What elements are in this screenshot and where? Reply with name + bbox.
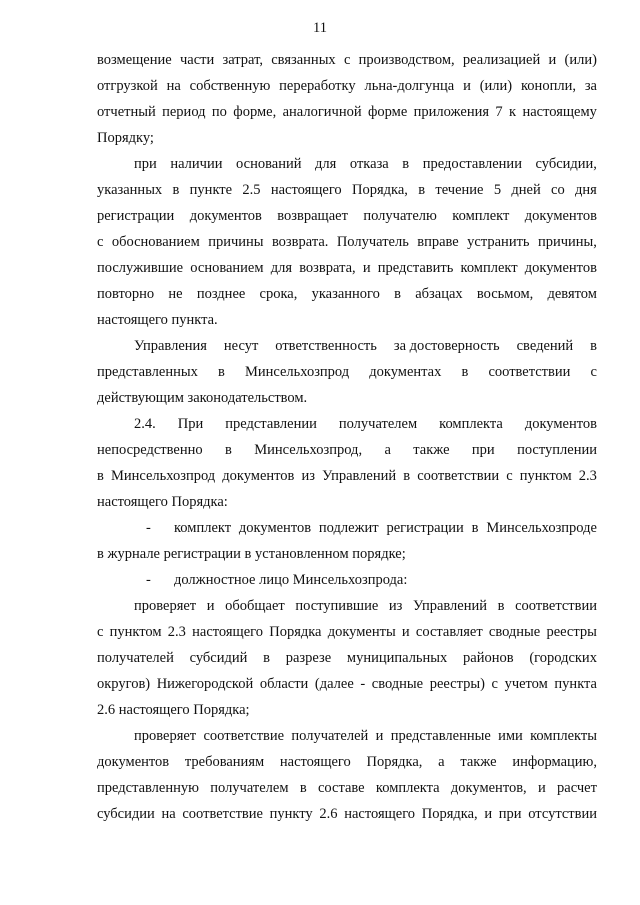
word: (или): [479, 78, 513, 94]
word: Получатель: [336, 234, 409, 250]
word: районов: [463, 650, 514, 666]
word: сводные: [371, 676, 424, 692]
word: и: [548, 52, 557, 68]
word: субсидии,: [535, 156, 597, 172]
word: 2.4.: [134, 416, 156, 432]
word: в: [394, 286, 401, 302]
word: форме,: [233, 104, 277, 120]
paragraph: [97, 47, 597, 151]
word: возмещение: [97, 52, 172, 68]
word: и: [537, 780, 546, 796]
word: учетом: [504, 676, 548, 692]
word: 2.3: [167, 624, 186, 640]
word: а: [384, 442, 391, 458]
word: указанного: [311, 286, 380, 302]
word: комплект: [460, 260, 518, 276]
paragraph: [97, 567, 597, 593]
word: пункту: [269, 806, 313, 822]
word: форме: [367, 104, 408, 120]
word: позднее: [196, 286, 246, 302]
text-line: [97, 359, 597, 385]
word: для: [270, 260, 293, 276]
word: со: [551, 182, 565, 198]
word: на: [166, 78, 181, 94]
word: настоящего: [344, 806, 416, 822]
word: к: [509, 104, 517, 120]
word: Порядка,: [352, 182, 408, 198]
word: восьмом,: [476, 286, 534, 302]
word: разрезе: [285, 650, 332, 666]
word: также: [413, 442, 450, 458]
word: отказа: [349, 156, 389, 172]
word: собственную: [189, 78, 271, 94]
word: в: [402, 156, 410, 172]
word: представленных: [97, 364, 198, 380]
text-line: [97, 723, 597, 749]
bullet-text: должностное лицо Минсельхозпрода:: [174, 572, 408, 588]
word: льна-долгунца: [364, 78, 455, 94]
word: получателем: [210, 780, 289, 796]
word: субсидии: [97, 806, 155, 822]
word: в: [299, 780, 307, 796]
text-line: [97, 593, 597, 619]
text-line: [97, 99, 597, 125]
word: информацию,: [512, 754, 597, 770]
text-line: [97, 73, 597, 99]
word: обобщает: [225, 598, 285, 614]
word: расчет: [557, 780, 597, 796]
word: составе: [317, 780, 365, 796]
word: в: [418, 182, 426, 198]
word: представлении: [225, 416, 317, 432]
word: за: [584, 78, 597, 94]
word: период: [162, 104, 206, 120]
text-line: 2.6 настоящего Порядка;: [97, 702, 250, 718]
word: при: [498, 806, 522, 822]
word: наличии: [170, 156, 223, 172]
word: срока,: [259, 286, 298, 302]
word: Порядка,: [421, 806, 478, 822]
text-line: [97, 671, 597, 697]
word: 7: [495, 104, 503, 120]
text-line: [97, 203, 597, 229]
word: поступлении: [517, 442, 597, 458]
word: документов,: [450, 780, 527, 796]
word: реестры): [429, 676, 485, 692]
word: Минсельхозпрод,: [254, 442, 363, 458]
word: и: [401, 624, 410, 640]
word: Минсельхозпрод: [244, 364, 350, 380]
word: документы: [327, 624, 396, 640]
word: 2.3: [578, 468, 597, 484]
word: требованиям: [184, 754, 265, 770]
word: с: [590, 364, 597, 380]
word: ответственность: [275, 338, 377, 354]
word: подлежит: [318, 520, 379, 536]
word: и: [463, 78, 471, 94]
text-line: [97, 801, 597, 827]
word: соответствие: [182, 806, 263, 822]
word: для: [315, 156, 337, 172]
word: в: [217, 364, 225, 380]
word: пунктом: [109, 624, 162, 640]
word: соответствие: [203, 728, 285, 744]
text-line: действующим законодательством.: [97, 390, 308, 406]
word: настоящего: [192, 624, 263, 640]
word: в: [97, 468, 104, 484]
word: составляет: [415, 624, 483, 640]
word: возврата,: [299, 260, 356, 276]
document-body: [97, 47, 597, 827]
word: области: [259, 676, 309, 692]
word: Минсельхозпроде: [486, 520, 597, 536]
word: отсутствии: [528, 806, 597, 822]
word: Управления: [134, 338, 207, 354]
word: проверяет: [134, 728, 197, 744]
word: 2.5: [242, 182, 261, 198]
word: вправе: [417, 234, 459, 250]
word: документов: [222, 468, 295, 484]
word: получателей: [291, 728, 369, 744]
word: пункта: [554, 676, 597, 692]
word: 5: [493, 182, 502, 198]
bullet-line: [97, 515, 597, 541]
word: в: [461, 364, 469, 380]
word: документов: [97, 754, 170, 770]
word: с: [97, 624, 104, 640]
word: причины,: [537, 234, 597, 250]
word: в: [471, 520, 479, 536]
word: ими: [498, 728, 523, 744]
word: соответствии: [515, 598, 597, 614]
word: в: [225, 442, 232, 458]
bullet-line: [97, 567, 597, 593]
word: в: [172, 182, 180, 198]
text-line: [97, 749, 597, 775]
word: основанием: [190, 260, 264, 276]
word: указанных: [97, 182, 163, 198]
paragraph: [97, 723, 597, 827]
text-line: [97, 775, 597, 801]
word: за достоверность: [393, 338, 500, 354]
text-line: [97, 47, 597, 73]
word: в: [263, 650, 270, 666]
word: (далее: [314, 676, 354, 692]
word: документов: [524, 208, 597, 224]
word: регистрации: [386, 520, 464, 536]
text-line: в журнале регистрации в установленном порядке;: [97, 546, 406, 562]
word: и: [375, 728, 384, 744]
word: документах: [369, 364, 442, 380]
word: абзацах: [415, 286, 463, 302]
word: затрат,: [222, 52, 263, 68]
word: повторно: [97, 286, 155, 302]
bullet-dash: -: [146, 520, 151, 536]
word: несут: [223, 338, 259, 354]
bullet-text: [174, 515, 597, 541]
text-line: настоящего Порядка:: [97, 494, 228, 510]
word: поступившие: [295, 598, 379, 614]
word: соответствии: [488, 364, 571, 380]
paragraph: [97, 515, 597, 567]
word: представленные: [390, 728, 491, 744]
word: конопли,: [521, 78, 576, 94]
word: округов): [97, 676, 151, 692]
word: в: [497, 598, 505, 614]
text-line: [97, 333, 597, 359]
word: комплект: [452, 208, 510, 224]
paragraph: [97, 593, 597, 723]
paragraph: [97, 151, 597, 333]
word: возврата.: [271, 234, 329, 250]
word: -: [360, 676, 366, 692]
word: Минсельхозпрод: [110, 468, 216, 484]
word: в: [403, 468, 411, 484]
word: отчетный: [97, 104, 156, 120]
word: возвращает: [277, 208, 348, 224]
word: представить: [377, 260, 454, 276]
word: субсидий: [189, 650, 248, 666]
word: также: [460, 754, 497, 770]
word: причины: [208, 234, 264, 250]
word: и: [484, 806, 493, 822]
text-line: [97, 151, 597, 177]
word: представленную: [97, 780, 199, 796]
word: получателем: [338, 416, 418, 432]
word: Управлений: [412, 598, 488, 614]
word: 2.6: [319, 806, 338, 822]
word: проверяет: [134, 598, 197, 614]
word: получателю: [363, 208, 437, 224]
text-line: [97, 437, 597, 463]
word: дня: [575, 182, 597, 198]
bullet-dash: -: [146, 572, 151, 588]
word: сводные: [488, 624, 541, 640]
word: части: [179, 52, 215, 68]
word: в: [590, 338, 597, 354]
word: комплекта: [375, 780, 440, 796]
word: при: [471, 442, 495, 458]
word: оснований: [236, 156, 302, 172]
word: и: [362, 260, 371, 276]
word: комплекта: [439, 416, 503, 432]
word: получателей: [97, 650, 174, 666]
word: непосредственно: [97, 442, 203, 458]
text-line: [97, 463, 597, 489]
text-line: [97, 619, 597, 645]
word: с: [506, 468, 513, 484]
word: предоставлении: [422, 156, 522, 172]
word: Порядка,: [366, 754, 423, 770]
word: регистрации: [97, 208, 175, 224]
word: с: [97, 234, 104, 250]
word: переработку: [279, 78, 356, 94]
word: соответствии: [417, 468, 500, 484]
word: документов: [524, 416, 597, 432]
word: устранить: [467, 234, 530, 250]
word: Нижегородской: [156, 676, 254, 692]
word: (городских: [529, 650, 597, 666]
word: с: [491, 676, 498, 692]
word: приложения: [413, 104, 490, 120]
word: документов: [238, 520, 312, 536]
word: из: [388, 598, 403, 614]
word: производством,: [358, 52, 455, 68]
word: послужившие: [97, 260, 184, 276]
word: дней: [511, 182, 541, 198]
word: с: [343, 52, 351, 68]
word: документов: [524, 260, 597, 276]
text-line: Порядку;: [97, 130, 154, 146]
word: комплекты: [530, 728, 597, 744]
word: связанных: [271, 52, 336, 68]
word: при: [134, 156, 157, 172]
word: аналогичной: [282, 104, 362, 120]
text-line: [97, 281, 597, 307]
text-line: [97, 229, 597, 255]
word: настоящего: [279, 754, 351, 770]
word: из: [301, 468, 315, 484]
word: Порядка: [269, 624, 322, 640]
word: сведений: [516, 338, 574, 354]
text-line: [97, 177, 597, 203]
word: комплект: [174, 520, 232, 536]
word: документов: [189, 208, 262, 224]
text-line: [97, 255, 597, 281]
word: и: [206, 598, 215, 614]
word: течение: [435, 182, 484, 198]
word: настоящего: [270, 182, 342, 198]
word: пункте: [189, 182, 233, 198]
text-line: [97, 411, 597, 437]
word: пунктом: [519, 468, 572, 484]
paragraph: [97, 333, 597, 411]
word: настоящему: [522, 104, 597, 120]
text-line: [97, 645, 597, 671]
word: обоснованием: [111, 234, 200, 250]
word: При: [177, 416, 204, 432]
page-number: 11: [313, 20, 327, 36]
word: а: [438, 754, 445, 770]
text-line: настоящего пункта.: [97, 312, 218, 328]
word: муниципальных: [346, 650, 448, 666]
word: реестры: [546, 624, 597, 640]
paragraph: [97, 411, 597, 515]
word: реализацией: [462, 52, 541, 68]
word: Управлений: [322, 468, 397, 484]
word: (или): [564, 52, 597, 68]
word: девятом: [547, 286, 597, 302]
word: отгрузкой: [97, 78, 158, 94]
word: не: [168, 286, 183, 302]
word: по: [211, 104, 227, 120]
word: на: [161, 806, 176, 822]
